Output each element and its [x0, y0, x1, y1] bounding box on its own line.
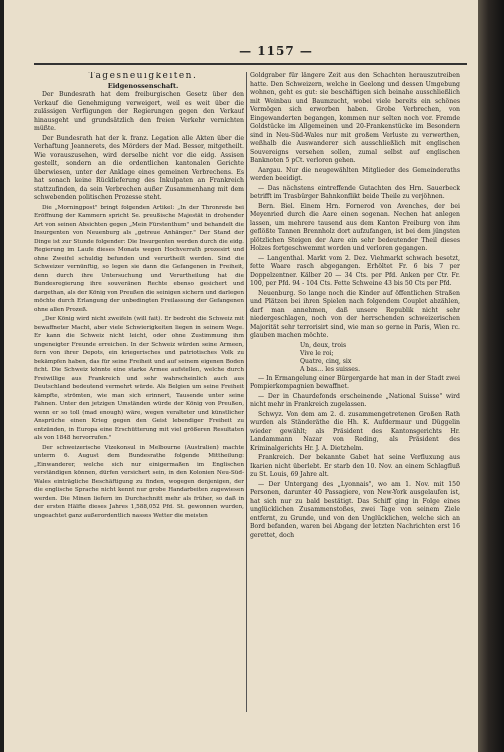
poem-line: Vive le roi; — [300, 349, 334, 357]
column-divider — [246, 72, 247, 712]
header-rule — [34, 63, 467, 65]
newspaper-page — [4, 0, 478, 752]
article-paragraph: Bern. Biel. Einem Hrn. Fornerod von Avenches, der bei Meyenried durch die Aare einen sogenan. Nechen hat anlegen lassen, um mehrere tausend aus dem Kanton Freiburg von ihm geflößte Tannen Brennholz dort aufzufangen, ist bei dem jüngsten plötzlichen Steigen der Aare ein sehr bedeutender Theil dieses Holzes fortgeschwemmt worden und verloren gegangen. — [250, 202, 460, 252]
right-column — [250, 72, 460, 712]
section-heading: Tagesneuigkeiten. — [88, 72, 198, 81]
article-paragraph: — Das nächstens eintreffende Gutachten des Hrn. Sauerbeck betrifft im Trasbürger Bahnkonflikt beide Theile zu verjöhnen. — [250, 184, 460, 200]
article-paragraph: — Der in Chaurdefonds erscheinende „National Suisse" wird nicht mehr in Frankreich zugelassen. — [250, 392, 460, 408]
article-paragraph: „Der König wird nicht zweifeln (will fait). Er bedroht die Schweiz mit bewaffneter Macht, aber viele Schwierigkeiten liegen in seinem Wege. Er kann die Schweiz nicht leicht, oder ohne Zustimmung ihm ungeneigter Freunde erreichen. In der Schweiz würden seine Armeen, fern von ihrer Depots, ein kriegerisches und patriotisches Volk zu bekämpfen haben, das für seine Freiheit und auf seinem eigenen Boden ficht. Die Schweiz könnte eine starke Armee aufstellen, welche durch Freiwillige aus Frankreich und sehr wahrscheinlich auch aus Deutschland bedeutend vermehrt würde. Als Belgien um seine Freiheit kämpfte, strömten, wie man sich erinnert, Tausende unter seine Fahnen. Unter den jetzigen Umständen würde der König von Preußen, wenn er so toll (mad enough) wäre, wegen veralteter und künstlicher Ansprüche einen Krieg gegen den Geist lebendiger Freiheit zu entzünden, in Europa eine Erschütterung mit viel größeren Resultaten als von 1848 hervorrufen." — [34, 316, 244, 441]
page-number: — 1157 — — [239, 44, 313, 58]
article-paragraph: Aargau. Nur die neugewählten Mitglieder des Gemeinderaths werden beeidigt. — [250, 166, 460, 182]
article-paragraph: Der Bundesrath hat der k. franz. Legation alle Akten über die Verhaftung Jeannerets, des Mörders der Mad. Besser, mitgetheilt. Wie vorauszusehen, wird derselbe nicht vor die eidg. Assisen gestellt, sondern an die ordentlichen kantonalen Gerichte überwiesen, unter der Anklage eines gemeinen Verbrechens. Es hat sonach keine Rücklieferung des Inkulpaten an Frankreich stattzufinden, da sein Verbrechen außer Zusammenhang mit dem schwebenden politischen Prozesse steht. — [34, 134, 244, 201]
article-paragraph: — In Ermangelung einer Bürgergarde hat man in der Stadt zwei Pompierkompagnien bewaffnet. — [250, 374, 460, 390]
article-paragraph: — Der Untergang des „Lyonnais", wo am 1. Nov. mit 150 Personen, darunter 40 Passagiere, von New-York ausgelaufen ist, hat sich nur zu bald bestätigt. Das Schiff ging in Folge eines unglücklichen Zusammenstoßes, zwei Tage von seinem Ziele entfernt, zu Grunde, und von den Unglücklichen, welche sich an Bord befanden, waren bei Abgang der letzten Nachrichten erst 16 gerettet, doch — [250, 480, 460, 539]
poem-line: Quatre, cinq, six — [300, 357, 352, 365]
poem-line: Un, deux, trois — [300, 341, 347, 349]
article-paragraph: Der schweizerische Vizekonsul in Melbourne (Australien) machte unterm 6. August dem Bundesrathe folgende Mittheilung: „Einwanderer, welche sich nur einigermaßen im Englischen verständigen können, dürfen versichert sein, in den Kolonien Neu-Süd-Wales einträgliche Beschäftigung zu finden, wogegen denjenigen, der die englische Sprache nicht kennt nur grobe Handarbeiten zugewiesen werden. Die Minen liefern im Durchschnitt mehr als früher, so daß in der ersten Hälfte dieses Jahres 1,588,052 Pfd. St. gewonnen wurden, ungeachtet ganz außerordentlich nasses Wetter die meisten — [34, 444, 244, 519]
article-paragraph: Goldgraber für längere Zeit aus den Schachten herauszutreiben hatte. Den Schweizern, welche in Geelong und dessen Umgebung wohnen, geht es gut: sie beschäftigen sich beinahe ausschließlich mit Weinbau und Baumzucht, wobei viele bereits ein schönes Vermögen sich erworben haben. Grobe Verbrechen, von Eingewanderten begangen, kommen nur selten noch vor. Fremde Goldstücke im Allgemeinen und 20-Frankenstücke im Besondern sind in Neu-Süd-Wales nur mit großem Verluste zu verwerthen, weßhalb die Auswanderer sich ausschließlich mit englischen Souvereigns versehen sollen, zumal selbst auf englischen Banknoten 5 pCt. verloren gehen. — [250, 72, 460, 164]
article-paragraph: Frankreich. Der bekannte Gabet hat seine Verfluxung aus Ikarien nicht überlebt. Er starb den 10. Nov. an einem Schlagfluß zu St. Louis, 69 Jahre alt. — [250, 454, 460, 478]
poem-couplet — [250, 342, 460, 374]
poem-line: A bas… les suisses. — [300, 365, 361, 373]
article-paragraph: Die „Morningpost" bringt folgenden Artikel: „In der Thronrede bei Eröffnung der Kammern spricht Se. preußische Majestät in drohender Art von seinen Absichten gegen „Mein Fürstenthum" und behandelt die Insurgenten von Neuenburg als „getreue Anhänger." Der Stand der Dinge ist zur Stunde folgender: Die Insurgenten werden durch die eidg. Regierung im Laufe dieses Monats wegen Hochverrath prozesirt und ohne Zweifel schuldig befunden und verurtheilt werden. Sind die Schweizer vernünftig, so legen sie dann die Gefangenen in Freiheit, denn durch ihre Untersuchung und Verurtheilung hat die Bundesregierung ihre souveränen Rechte ebenso gesichert und dargethan, als der König von Preußen die seinigen sichern und darlegen möchte durch Erlangung der unbedingten Freilassung der Gefangenen ohne allen Prozeß. — [34, 204, 244, 313]
article-paragraph: — Langenthal. Markt vom 2. Dez. Viehmarkt schwach besetzt, fette Waare rasch abgegangen. Erhöltet Fr. 6 bis 7 per Doppelzentner. Kälber 20 — 34 Cts. per Pfd. Anken per Ctr. Fr. 100, per Pfd. 94 - 104 Cts. Fette Schweine 43 bis 50 Cts per Pfd. — [250, 254, 460, 287]
article-paragraph: Schwyz. Von dem am 2. d. zusammengetretenen Großen Rath wurden als Ständeräthe die Hh. K. Aufdermaur und Düggelin wieder gewählt; als Präsident des Kantonsgerichts Hr. Landammann Nazar von Reding, als Präsident des Kriminalgerichts Hr. J. A. Dietzhelm. — [250, 410, 460, 452]
article-paragraph: Der Bundesrath hat dem freiburgischen Gesetz über den Verkauf die Genehmigung verweigert, weil es weit über die zulässigen Verfügungen der Regierungen gegen den Verkauf hinausgeht und grundsätzlich den freien Verkehr vernichten müßte. — [34, 91, 244, 132]
section-subheading: Eidgenossenschaft. — [107, 81, 179, 90]
left-column — [34, 72, 244, 712]
book-spine — [478, 0, 504, 752]
article-paragraph: Neuenburg. So lange noch die Kinder auf öffentlichen Straßen und Plätzen bei ihren Spielen nach folgendem Couplet abzählen, darf man annehmen, daß unsere Republik nicht sehr niedergeschlagen, noch von der herrschenden schweizerischen Majorität sehr terrorisirt sind, wie man so gerne in Paris, Wien rc. glauben machen möchte. — [250, 289, 460, 339]
